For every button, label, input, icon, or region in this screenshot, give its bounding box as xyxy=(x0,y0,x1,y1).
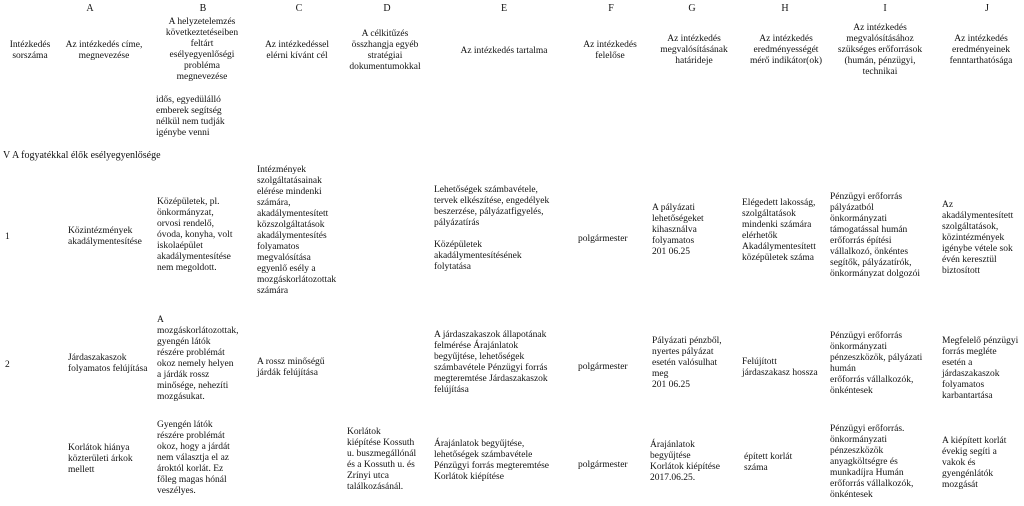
column-letter-g: G xyxy=(688,3,696,14)
row-3-osszhang: Korlátok kiépítése Kossuth u. buszmegállónál és a Kossuth u. és Zrínyi utca találkozásánál. xyxy=(347,427,417,492)
row-3-tartalom: Árajánlatok begyűjtése, lehetőségek számbavétele Pénzügyi forrás megteremtése Korlátok kiépítése xyxy=(434,439,550,482)
row-3-indikator: épített korlát száma xyxy=(744,452,793,473)
row-1-indikator: Elégedett lakosság, szolgáltatások mindenki számára elérhetők Akadálymentesített középületek száma xyxy=(742,198,816,263)
row-2-problema: A mozgáskorlátozottak, gyengén látók részére problémát okoz nemely helyen a járdák rossz minősége, nehezíti mozgásukat. xyxy=(157,315,239,402)
column-letter-f: F xyxy=(608,3,614,14)
row-2-felelos: polgármester xyxy=(578,362,628,372)
column-letter-a: A xyxy=(86,3,94,14)
column-letter-j: J xyxy=(985,3,989,14)
carryover-text: idős, egyedülálló emberek segítség nélkül nem tudják igénybe venni xyxy=(156,95,225,138)
row-1-cime: Közintézmények akadálymentesítése xyxy=(68,226,142,247)
row-1-problema: Középületek, pl. önkormányzat, orvosi rendelő, óvoda, konyha, volt iskolaépület akadálymentesítése nem megoldott. xyxy=(157,197,233,273)
row-1-number: 1 xyxy=(5,232,10,242)
row-3-felelos: polgármester xyxy=(578,460,628,470)
header-hatarido: Az intézkedés megvalósításának határideje xyxy=(660,34,728,66)
column-letter-i: I xyxy=(883,3,887,14)
header-fenntarthatosag: Az intézkedés eredményeinek fenntarthatósága xyxy=(949,34,1013,66)
column-letter-h: H xyxy=(781,3,789,14)
header-indikator: Az intézkedés eredményességét mérő indikátor(ok) xyxy=(749,34,823,66)
row-2-tartalom: A járdaszakaszok állapotának felmérése Árajánlatok begyűjtése, lehetőségek számbavétele Pénzügyi forrás megteremtése Járdaszakaszok felújítása xyxy=(434,330,548,395)
row-2-number: 2 xyxy=(5,360,10,370)
header-sorszam: Intézkedés sorszáma xyxy=(9,40,51,61)
row-2-hatarido: Pályázati pénzből, nyertes pályázat esetén valósulhat meg 201 06.25 xyxy=(652,336,722,390)
column-letter-d: D xyxy=(383,3,391,14)
row-1-hatarido: A pályázati lehetőségeket kihasználva folyamatos 201 06.25 xyxy=(652,203,704,257)
row-1-cel: Intézmények szolgáltatásainak elérése mindenki számára, akadálymentesített közszolgáltatások akadálymentesítés folyamatos megvalósítása egyenlő esély a mozgáskorlátozottak számára xyxy=(257,165,337,296)
row-3-cime: Korlátok hiánya közterületi árkok mellett xyxy=(68,443,133,475)
row-3-problema: Gyengén látók részére problémát okoz, hogy a járdát nem választja el az ároktól korlát. Ez főleg magas hónál veszélyes. xyxy=(157,420,230,496)
row-2-eroforrasok: Pénzügyi erőforrás önkormányzati pénzeszközök, pályázati humán erőforrás vállalkozók, önkéntesek xyxy=(830,331,923,396)
header-tartalom: Az intézkedés tartalma xyxy=(460,46,548,56)
row-3-eroforrasok: Pénzügyi erőforrás. önkormányzati pénzeszközök anyagköltségre és munkadíjra Humán erőforrás vállalkozók, önkéntesek xyxy=(830,424,914,500)
row-2-cel: A rossz minőségű járdák felújítása xyxy=(257,357,325,378)
row-1-eroforrasok: Pénzügyi erőforrás pályázatból önkormányzati támogatással humán erőforrás építési vállalkozó, önkéntes segítők, pályázatírók, önkormányzat dolgozói xyxy=(830,192,920,279)
header-felelos: Az intézkedés felelőse xyxy=(583,40,637,61)
header-osszhang: A célkitűzés összhangja egyéb stratégiai dokumentumokkal xyxy=(349,29,421,72)
column-letter-b: B xyxy=(199,3,207,14)
column-letter-c: C xyxy=(295,3,303,14)
row-1-felelos: polgármester xyxy=(578,234,628,244)
header-problema: A helyzetelemzés következtetéseiben feltárt esélyegyenlőségi probléma megnevezése xyxy=(165,17,239,82)
row-1-fenntarthatosag: Az akadálymentesített szolgáltatások, közintézmények igénybe vétele sok évén keresztül biztosított xyxy=(942,200,1014,276)
section-title: V A fogyatékkal élők esélyegyenlősége xyxy=(3,150,161,161)
row-2-fenntarthatosag: Megfelelő pénzügyi forrás megléte esetén a járdaszakaszok folyamatos karbantartása xyxy=(942,336,1019,401)
column-letter-e: E xyxy=(500,3,508,14)
row-3-fenntarthatosag: A kiépített korlát évekig segíti a vakok és gyengénlátók mozgását xyxy=(942,436,1007,490)
header-cime: Az intézkedés címe, megnevezése xyxy=(65,40,143,61)
row-2-indikator: Felújított járdaszakasz hossza xyxy=(742,357,818,378)
row-1-tartalom: Lehetőségek számbavétele, tervek elkészítése, engedélyek beszerzése, pályázatfigyelés, pályázatírás Középületek akadálymentesítésének folytatása xyxy=(434,185,550,272)
row-2-cime: Járdaszakaszok folyamatos felújítása xyxy=(68,353,148,374)
header-cel: Az intézkedéssel elérni kívánt cél xyxy=(264,40,330,61)
row-3-hatarido: Árajánlatok begyűjtése Korlátok kiépítése 2017.06.25. xyxy=(650,440,720,483)
header-eroforrasok: Az intézkedés megvalósításához szükséges erőforrások (humán, pénzügyi, technikai xyxy=(837,23,923,77)
